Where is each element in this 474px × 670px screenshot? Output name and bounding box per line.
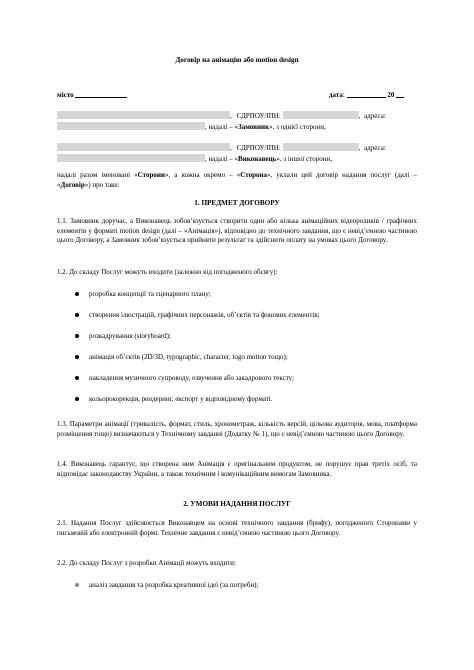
list-item: розробка концепції та сценарного плану; — [89, 290, 211, 298]
bullet-icon — [75, 292, 79, 296]
party2-role: Виконавець — [238, 155, 277, 163]
party2-address-field[interactable] — [57, 154, 205, 162]
party1-name-field[interactable] — [57, 111, 230, 119]
party1-edrpou-field[interactable] — [283, 111, 359, 119]
section1-heading: 1. ПРЕДМЕТ ДОГОВОРУ — [194, 199, 280, 207]
party1-line2 — [57, 122, 326, 132]
clause-1-4: 1.4. Виконавець гарантує, що створена ним Анімація є оригінальним продуктом, не порушує прав третіх осіб, та відповідає законодавству України, а також технічним і комунікаційним вимогам Замовника. — [57, 460, 417, 478]
clause-2-2: 2.2. До складу Послуг з розробки Анімації можуть входити: — [57, 559, 236, 567]
party1-line1: , ЄДРПОУ/ІПН: , адреса: — [57, 111, 386, 121]
party1-address-field[interactable] — [57, 122, 205, 130]
clause-2-1: 2.1. Надання Послуг здійснюється Виконавцем на основі технічного завдання (брифу), погодженого Сторонами у письмовій або електронній формі. Технічне завдання є невід’ємною частиною цього Договору. — [57, 519, 417, 537]
clause-1-2: 1.2. До складу Послуг можуть входити (залежно від погодженого обсягу): — [57, 268, 278, 276]
party2-side: », з іншої сторони, — [276, 155, 332, 163]
city-field-row — [57, 90, 127, 100]
date-blank[interactable] — [347, 90, 386, 98]
list-item: анімація об’єктів (2D/3D, typographic, character, logo motion тощо); — [89, 353, 288, 361]
party1-address-label: адреса: — [364, 112, 386, 120]
list-item: кольорокорекція, рендеринг, експорт у відповідному форматі. — [89, 395, 273, 403]
party1-edrpou-label: ЄДРПОУ/ІПН: — [236, 112, 281, 120]
bullet-icon — [75, 583, 79, 587]
bullet-icon — [75, 376, 79, 380]
party2-hereinafter: , надалі – « — [205, 155, 239, 163]
bullet-icon — [75, 313, 79, 317]
party2-address-label: адреса: — [364, 144, 386, 152]
year-blank[interactable] — [396, 90, 404, 98]
clause-1-1: 1.1. Замовник доручає, а Виконавець зобов’язується створити один або кілька анімаційних відеороликів / графічних елементів у форматі motion design (далі – «Анімація»), відповідно до технічного завдання, що є невід’ємною частиною цього Договору, а Замовник зобов’язується прийняти результат та здійснити оплату на умовах цього Договору. — [57, 217, 417, 244]
party2-line2 — [57, 154, 332, 164]
date-label: дата — [329, 91, 343, 99]
section2-heading: 2. УМОВИ НАДАННЯ ПОСЛУГ — [183, 500, 291, 508]
party2-edrpou-field[interactable] — [283, 143, 359, 151]
bullet-icon — [75, 334, 79, 338]
party1-side: », з однієї сторони, — [269, 123, 326, 131]
list-item: накладення музичного супроводу, озвучення або закадрового тексту; — [89, 374, 295, 382]
clause-1-3: 1.3. Параметри анімації (тривалість, формат, стиль, хронометраж, кількість версій, цільова аудиторія, мова, платформа розміщення тощо) визначаються у Технічному завданні (Додатку № 1), що є невід’ємною частиною цього Договору. — [57, 420, 417, 438]
party2-edrpou-label: ЄДРПОУ/ІПН: — [236, 144, 281, 152]
party1-role: Замовник — [238, 123, 270, 131]
preamble: надалі разом іменовані «Сторони», а кожна окремо – «Сторона», уклали цей договір надання послуг (далі – «Договір») про таке: — [57, 171, 417, 189]
date-field-row: дата: 20 — [329, 90, 404, 100]
bullet-icon — [75, 397, 79, 401]
party2-line1: , ЄДРПОУ/ІПН: , адреса: — [57, 143, 386, 153]
bullet-icon — [75, 355, 79, 359]
list-item: створення ілюстрацій, графічних персонажів, об’єктів та фонових елементів; — [89, 311, 320, 319]
city-blank[interactable] — [75, 90, 127, 98]
document-title: Договір на анімацію або motion design — [175, 56, 299, 64]
city-label: місто — [57, 91, 74, 99]
list-item: аналіз завдання та розробка креативної ідеї (за потреби); — [89, 581, 259, 589]
list-item: розкадрування (storyboard); — [89, 332, 171, 340]
party1-hereinafter: , надалі – « — [205, 123, 239, 131]
party2-name-field[interactable] — [57, 143, 230, 151]
year-prefix: 20 — [387, 91, 395, 99]
